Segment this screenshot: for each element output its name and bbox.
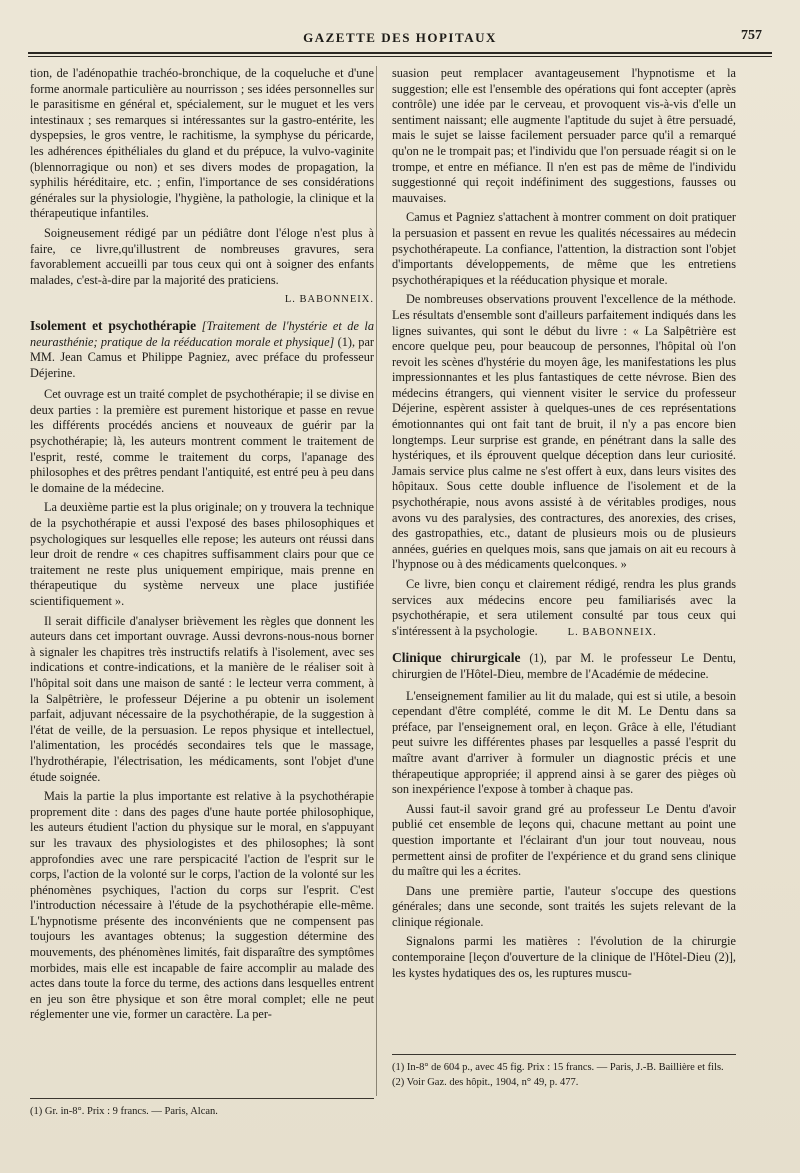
review-heading-authors: (1), par M. le professeur Le Dentu, chirurgien de l'Hôtel-Dieu, membre de l'Académie de médecine. (392, 651, 736, 681)
review-paragraph: suasion peut remplacer avantageusement l'hypnotisme et la suggestion; elle est l'ensemble des opérations qui font accepter (après contrôle) une idée par le cerveau, et provoquent vis-à-vis d'elle un sentiment naissant; elle augmente l'aptitude du sujet à être persuadé, mais le sujet se laisse facilement persuader parce qu'il a remarqué qu'on ne le trompait pas; et l'individu que l'on persuade réagit si on le trompe, et entre en méfiance. Il n'en est pas de même de l'individu suggestionné qui reçoit indéfiniment des suggestions, fausses ou mauvaises. (392, 66, 736, 205)
footnote-rule (30, 1098, 374, 1099)
footnote: (1) Gr. in-8°. Prix : 9 francs. — Paris, Alcan. (30, 1106, 218, 1117)
review-paragraph: Il serait difficile d'analyser brièvement les règles que donnent les auteurs dans cet important ouvrage. Aussi devrons-nous-nous borner à signaler les chapitres très instructifs relatifs à l'isolement, avec ses indications et contre-indications, et la manière de le réaliser soit à l'hôpital soit dans une maison de santé : le lecteur verra comment, à la Salpêtrière, le professeur Déjerine a pu obtenir un isolement parfait, adjuvant nécessaire de la psychothérapie, de la suggestion à l'état de veille, de la persuasion. Le repos physique et intellectuel, l'alimentation, les procédés secondaires tels que le massage, l'hydrothérapie, l'électrisation, les médicaments, sont l'objet d'une étude soignée. (30, 613, 374, 784)
footnote: (1) In-8° de 604 p., avec 45 fig. Prix : 15 francs. — Paris, J.-B. Baillière et fils. (392, 1062, 724, 1073)
review-signature: L. BABONNEIX. (567, 626, 657, 638)
review-paragraph: tion, de l'adénopathie trachéo-bronchique, de la coqueluche et d'une forme anormale particulière au nourrisson ; ses idées personnelles sur le parasitisme en général et, spécialement, sur le muguet et les vers intestinaux ; ses remarques si intéressantes sur la gastro-entérite, les dyspepsies, le gros ventre, le rachitisme, la symphyse du péricarde, les adhérences épithéliales du gland et du prépuce, la vulvo-vaginite (blennorragique ou non) et ses divers modes de propagation, la syphilis héréditaire, etc. ; enfin, l'importance de ses considérations générales sur la physiologie, l'hygiène, la pathologie, la clinique et la thérapeutique infantiles. (30, 66, 374, 221)
right-footnotes (392, 1046, 736, 1091)
review-paragraph: Aussi faut-il savoir grand gré au professeur Le Dentu d'avoir publié cet ensemble de leçons qui, chacune mettant au point une question importante et l'éclairant d'un jour tout nouveau, nous permettent ainsi de profiter de l'expérience et du grand sens clinique du maître qui les a écrites. (392, 801, 736, 879)
review-heading-title: Clinique chirurgicale (392, 650, 521, 666)
column-divider (376, 66, 377, 1096)
review-paragraph: Mais la partie la plus importante est relative à la psychothérapie proprement dite : dans des pages d'une haute portée philosophique, les auteurs étudient l'action du physique sur le moral, en s'appuyant sur les travaux des physiologistes et des philosophes; là sont approfondies avec une rare perspicacité l'action de l'esprit sur le corps, l'action de la volonté sur le corps, l'action de la volonté sur les phénomènes psychiques, l'action du corps sur l'esprit. C'est l'introduction nécessaire à l'étude de la psychothérapie elle-même. L'hypnotisme présente des inconvénients que ne compensent pas toujours les avantages obtenus; la suggestion détermine des mouvements, des phénomènes limités, fait disparaître des symptômes morbides, mais elle est incapable de faire accomplir au malade des actes dans toute la force du terme, des actions dans lesquelles entrent en jeu son être physique et son être moral complet; elle ne peut réglementer une vie, former un caractère. La per- (30, 789, 374, 1022)
left-footnotes (30, 1090, 374, 1120)
left-column (30, 66, 374, 1096)
review-heading-authors: (1), par MM. Jean Camus et Philippe Pagniez, avec préface du professeur Déjerine. (30, 334, 375, 380)
review-paragraph-text: Ce livre, bien conçu et clairement rédigé, rendra les plus grands services aux médecins encore peu familiarisés avec la psychothérapie, et sera utilement consulté par tous ceux qui s'intéressent à la psychologie. (392, 577, 736, 638)
review-heading (392, 650, 736, 682)
review-paragraph: Cet ouvrage est un traité complet de psychothérapie; il se divise en deux parties : la première est purement historique et passe en revue les différents procédés anciens et nouveaux de guérir par la psychothérapie; là, les auteurs montrent comment le traitement de l'esprit, resté, comme le traitement du corps, l'apanage des philosophes et des prêtres pendant l'antiquité, est entré peu à peu dans le domaine de la médecine. (30, 387, 374, 495)
review-heading-subtitle: [Traitement de l'hystérie et de la neurasthénie; pratique de la rééducation morale et physique] (30, 318, 374, 349)
review-paragraph (392, 577, 736, 640)
review-paragraph: Dans une première partie, l'auteur s'occupe des questions générales; dans une seconde, sont traités les sujets relevant de la clinique régionale. (392, 883, 736, 929)
page-number: 757 (741, 28, 762, 43)
review-paragraph: Signalons parmi les matières : l'évolution de la chirurgie contemporaine [leçon d'ouverture de la clinique de l'Hôtel-Dieu (2)], les kystes hydatiques des os, les ruptures muscu- (392, 934, 736, 980)
journal-title: GAZETTE DES HOPITAUX (303, 30, 497, 45)
footnote: (2) Voir Gaz. des hôpit., 1904, n° 49, p. 477. (392, 1077, 579, 1088)
review-paragraph: La deuxième partie est la plus originale; on y trouvera la technique de la psychothérapie et aussi l'exposé des bases philosophiques et psychologiques sur lesquelles elle repose; les auteurs ont réussi dans leur droit de rendre « ces chapitres suffisamment clairs pour que ce traitement ne reste plus uniquement empirique, mais prenne en thérapeutique du système nerveux une place justifiée scientifiquement ». (30, 500, 374, 608)
review-paragraph: L'enseignement familier au lit du malade, qui est si utile, a besoin cependant d'être complété, comme le dit M. Le Dentu dans sa préface, par l'enseignement oral, en leçon. Grâce à elle, l'étudiant peut suivre les différentes phases par lesquelles a passé l'esprit du maître avant d'arriver à formuler un diagnostic précis et une thérapeutique appropriée; il apprend ainsi à se garer des pièges où son inexpérience l'expose à tomber à chaque pas. (392, 688, 736, 797)
header-rule (28, 52, 772, 54)
review-heading-title: Isolement et psychothérapie (30, 317, 197, 333)
footnote-rule (392, 1054, 736, 1055)
running-head (30, 30, 770, 52)
header-rule-thin (28, 56, 772, 57)
right-column (392, 66, 736, 1096)
review-heading (30, 318, 374, 381)
review-signature: L. BABONNEIX. (284, 294, 374, 306)
review-paragraph: De nombreuses observations prouvent l'excellence de la méthode. Les résultats d'ensemble sont d'ailleurs parfaitement indiqués dans les lignes suivantes, qui sont le début du livre : « La Salpêtrière est encore quelque peu, pour beaucoup de personnes, l'hôpital où l'on revoit les scènes d'hystérie du moyen âge, les manifestations les plus impressionnantes et les plus fantastiques de cette névrose. Bien des médecins étrangers, qui viennent visiter le service du professeur Déjerine, espèrent assister à quelques-unes de ces représentations émotionnantes qui ont fait tant de bruit, il n'y a pas encore bien longtemps. Leur surprise est grande, en pénétrant dans la salle des hystériques, et ils éprouvent quelque déception dans leur curiosité. Jamais service plus calme ne s'est offert à eux, dans leurs visites des hôpitaux. Sous cette double influence de l'isolement et de la psychothérapie, nous avons assisté à de véritables prodiges, nous avons vu des paralysies, des contractures, des anorexies, des crises, des gastropathies, etc., datant de plusieurs mois ou de plusieurs années, guéries en quelques mois, sans que jamais on ait eu recours à l'hypnose ou à des médicaments quelconques. » (392, 292, 736, 572)
review-paragraph: Camus et Pagniez s'attachent à montrer comment on doit pratiquer la persuasion et passent en revue les qualités nécessaires au médecin psychothérapeute. La confiance, l'attention, la distraction sont l'objet d'importants développements, de même que les entretiens psychothérapiques et la rééducation physique et morale. (392, 210, 736, 287)
review-paragraph: Soigneusement rédigé par un pédiâtre dont l'éloge n'est plus à faire, ce livre,qu'illustrent de nombreuses gravures, sera favorablement accueilli par tous ceux qui ont à soigner des enfants malades, c'est-à-dire par la majorité des praticiens. (30, 225, 374, 287)
